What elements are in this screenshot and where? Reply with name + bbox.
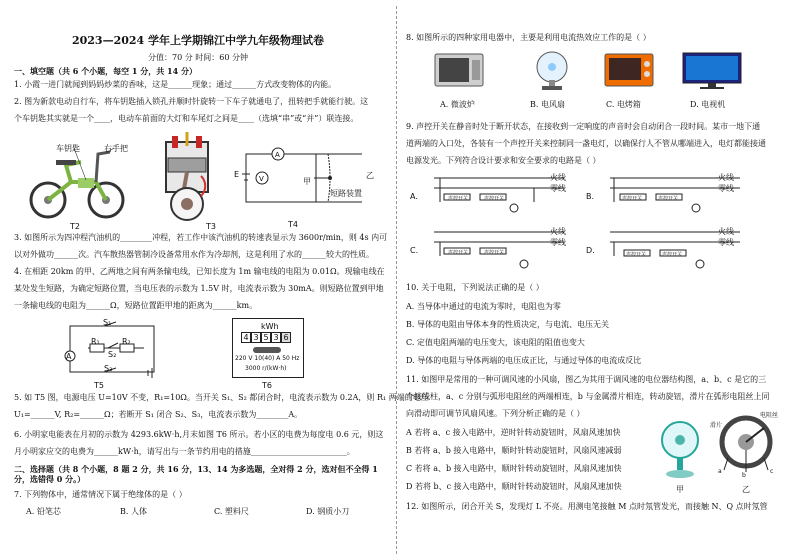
question-3-line-2: 以对外做功______次。汽车散热器管制冷设备常用水作为冷却剂，这是利用了水的______较大的性质。 <box>14 250 374 259</box>
q10-option-c: C. 定值电阻两端的电压变大，该电阻的阻值也变大 <box>406 338 585 347</box>
meter-digit-5: 6 <box>281 332 291 343</box>
q9-d-fire-label: 火线 <box>718 227 734 236</box>
question-8: 8. 如图所示的四种家用电器中，主要是利用电流热效应工作的是（ ） <box>406 33 651 42</box>
q11-label-jia: 甲 <box>676 485 684 494</box>
q9-d-switch-2: 声控开关 <box>662 252 683 258</box>
q9-a-fire-label: 火线 <box>550 173 566 182</box>
label-t3: T3 <box>206 222 216 231</box>
q9-circuit-d <box>600 226 770 272</box>
q11-label-c: c <box>770 468 774 475</box>
q10-option-a: A. 当导体中通过的电流为零时，电阻也为零 <box>406 302 561 311</box>
q9-b-switch-2: 声控开关 <box>658 196 679 202</box>
q7-option-b: B. 人体 <box>120 507 147 516</box>
label-short-device: 短路装置 <box>330 189 362 198</box>
q10-option-d: D. 导体的电阻与导体两端的电压成正比，与通过导体的电流成反比 <box>406 356 642 365</box>
q9-c-switch-2: 声控开关 <box>484 250 505 256</box>
right-column <box>400 0 794 560</box>
q11-label-a: a <box>718 468 722 475</box>
question-1: 1. 小霞一进门就闻到妈妈炒菜的香味，这是______现象；通过______方式改变物体的内能。 <box>14 80 337 89</box>
question-4-line-2: 某处发生短路，为确定短路位置，当电压表的示数为 1.5V 时，电流表示数为 30mA。则短路位置到甲地 <box>14 284 384 293</box>
q9-d-zero-label: 零线 <box>718 238 734 247</box>
q11-fan-figure <box>656 418 704 482</box>
question-6-line-2: 月小明家应交的电费为______kW·h，请写出与一条节约用电的措施________________________。 <box>14 447 355 456</box>
figure-t3-engine-cylinder <box>152 132 222 224</box>
electric-fan-image <box>532 50 572 92</box>
q8-option-d: D. 电视机 <box>690 100 726 109</box>
question-9-line-2: 道两端的入口处，各装有一个声控开关来控制同一盏电灯，以确保行人不管从哪端进入，电灯都能接通 <box>406 139 766 148</box>
label-e: E <box>234 170 240 179</box>
q9-b-switch-1: 声控开关 <box>622 196 643 202</box>
meter-unit: kWh <box>261 322 279 331</box>
q11-option-a: A 若将 a、c 接入电路中，逆时针转动旋钮时，风扇风速加快 <box>406 428 621 437</box>
label-r2: R₂ <box>122 337 131 346</box>
q9-b-fire-label: 火线 <box>718 173 734 182</box>
label-s1: S₁ <box>103 318 112 327</box>
television-image <box>682 52 742 90</box>
label-t2: T2 <box>70 222 80 231</box>
meter-spec: 220 V 10(40) A 50 Hz <box>235 355 300 362</box>
figure-t6-electric-meter <box>232 318 304 378</box>
question-2-line-1: 2. 图为新款电动自行车，将车钥匙插入锁孔并顺时针旋转一下车子就通电了，扭转把手就能行驶。这 <box>14 97 369 106</box>
meter-digit-3: 5 <box>261 332 271 343</box>
label-t4: T4 <box>288 220 298 229</box>
question-2-line-2: 个车钥匙其实就是一个____，电动车前面的大灯和车尾灯之间是____（选填“串”或“并”）联连接。 <box>14 114 359 123</box>
exam-meta: 分值：70 分 时间：60 分钟 <box>148 53 248 62</box>
q11-option-b: B 若将 a、b 接入电路中，顺时针转动旋钮时，风扇风速减弱 <box>406 446 622 455</box>
label-right-handle: 右手把 <box>104 144 128 153</box>
q11-option-c: C 若将 a、b 接入电路中，顺时针转动旋钮时，风扇风速加快 <box>406 464 622 473</box>
q9-label-a: A. <box>410 192 418 201</box>
q7-option-a: A. 铅笔芯 <box>26 507 61 516</box>
question-6-line-1: 6. 小明家电能表在月初的示数为 4293.6kW·h,月末如图 T6 所示。若小区的电费为每度电 0.6 元，则这 <box>14 430 384 439</box>
q11-label-b: b <box>742 472 746 479</box>
question-3-line-1: 3. 如图所示为四冲程汽油机的________冲程，若工作中该汽油机的转速表显示为 3600r/min，则 4s 内可 <box>14 233 388 242</box>
q9-a-switch-2: 声控开关 <box>484 196 505 202</box>
ammeter-symbol-a: A <box>275 151 280 159</box>
section-1-heading: 一、填空题（共 6 个小题，每空 1 分，共 14 分） <box>14 66 197 76</box>
meter-disk <box>253 347 281 353</box>
question-5-line-1: 5. 如 T5 图，电源电压 U=10V 不变，R₁=10Ω。当开关 S₁、S₂ 都闭合时，电流表示数为 0.2A，则 R₁ 两端的电压 <box>14 393 429 402</box>
electric-oven-image <box>604 52 654 88</box>
q9-c-fire-label: 火线 <box>550 227 566 236</box>
q9-label-c: C. <box>410 246 419 255</box>
q9-d-switch-1: 声控开关 <box>626 252 647 258</box>
label-s2: S₂ <box>108 350 117 359</box>
meter-digits <box>241 332 291 343</box>
question-11-line-3: 向滑动即可调节风扇风速。下列分析正确的是（ ） <box>406 409 585 418</box>
q9-label-b: B. <box>586 192 595 201</box>
q9-c-switch-1: 声控开关 <box>448 250 469 256</box>
label-yi: 乙 <box>366 171 374 180</box>
question-4-line-3: 一条输电线的电阻为______Ω，短路位置距甲地的距离为______km。 <box>14 301 258 310</box>
q8-option-b: B. 电风扇 <box>530 100 565 109</box>
label-t6: T6 <box>262 381 272 390</box>
section-2-heading: 二、选择题（共 8 个小题，8 题 2 分，共 16 分，13、14 为多选题，全对得 2 分，选对但不全得 1 分，选错得 0 分。） <box>14 464 378 484</box>
meter-digit-4: 3 <box>271 332 281 343</box>
q11-option-d: D 若将 b、c 接入电路中，顺时针转动旋钮时，风扇风速加快 <box>406 482 622 491</box>
question-9-line-1: 9. 声控开关在静音时处于断开状态，在接收到一定响度的声音时会自动闭合一段时间。某市一地下通 <box>406 122 761 131</box>
exam-title: 2023—2024 学年上学期锦江中学九年级物理试卷 <box>71 34 325 47</box>
question-11-line-1: 11. 如图甲是常用的一种可调风速的小风扇，图乙为其用于调风速的电位器结构图，a、b、c 是它的三 <box>406 375 767 384</box>
q7-option-c: C. 塑料尺 <box>214 507 249 516</box>
meter-digit-1: 4 <box>241 332 251 343</box>
column-divider <box>396 6 398 554</box>
q10-option-b: B. 导体的电阻由导体本身的性质决定，与电流、电压无关 <box>406 320 609 329</box>
question-7: 7. 下列物体中，通常情况下属于绝缘体的是（ ） <box>14 490 187 499</box>
question-10: 10. 关于电阻，下列说法正确的是（ ） <box>406 283 544 292</box>
label-t5: T5 <box>94 381 104 390</box>
voltmeter-symbol-v: V <box>259 175 264 183</box>
q8-option-a: A. 微波炉 <box>440 100 475 109</box>
label-jia: 甲 <box>303 177 311 186</box>
q9-a-zero-label: 零线 <box>550 184 566 193</box>
question-12: 12. 如图所示，闭合开关 S，发现灯 L 不亮。用测电笔接触 M 点时氖管发光，而接触 N、Q 点时氖管 <box>406 502 768 511</box>
meter-rev: 3000 r/(kW·h) <box>245 365 287 372</box>
label-s3: S₃ <box>104 364 113 373</box>
label-r1: R₁ <box>91 337 100 346</box>
label-car-key: 车钥匙 <box>56 144 80 153</box>
q9-b-zero-label: 零线 <box>718 184 734 193</box>
q8-option-c: C. 电烤箱 <box>606 100 641 109</box>
q11-label-yi: 乙 <box>742 485 750 494</box>
q9-circuit-b <box>600 172 770 216</box>
q11-label-slider: 滑片 <box>710 422 723 429</box>
q9-label-d: D. <box>586 246 595 255</box>
label-ammeter-t5: A <box>66 352 72 361</box>
question-9-line-3: 电源发光。下列符合设计要求和安全要求的电路是（ ） <box>406 156 601 165</box>
microwave-image <box>434 52 484 88</box>
q9-a-switch-1: 声控开关 <box>448 196 469 202</box>
q11-label-wire: 电阻丝 <box>760 412 779 419</box>
meter-digit-2: 3 <box>251 332 261 343</box>
question-5-line-2: U₁=______V, R₂=______Ω；若断开 S₁ 闭合 S₂、S₃，电流表示数为________A。 <box>14 410 303 419</box>
q7-option-d: D. 钢质小刀 <box>306 507 350 516</box>
question-11-line-2: 个接线柱，a、c 分别与弧形电阻丝的两端相连，b 与金属滑片相连，转动旋钮，滑片在弧形电阻丝上同 <box>406 392 770 401</box>
question-4-line-1: 4. 在相距 20km 的甲、乙两地之间有两条输电线，已知长度为 1m 输电线的电阻为 0.01Ω。现输电线在 <box>14 267 385 276</box>
q9-c-zero-label: 零线 <box>550 238 566 247</box>
